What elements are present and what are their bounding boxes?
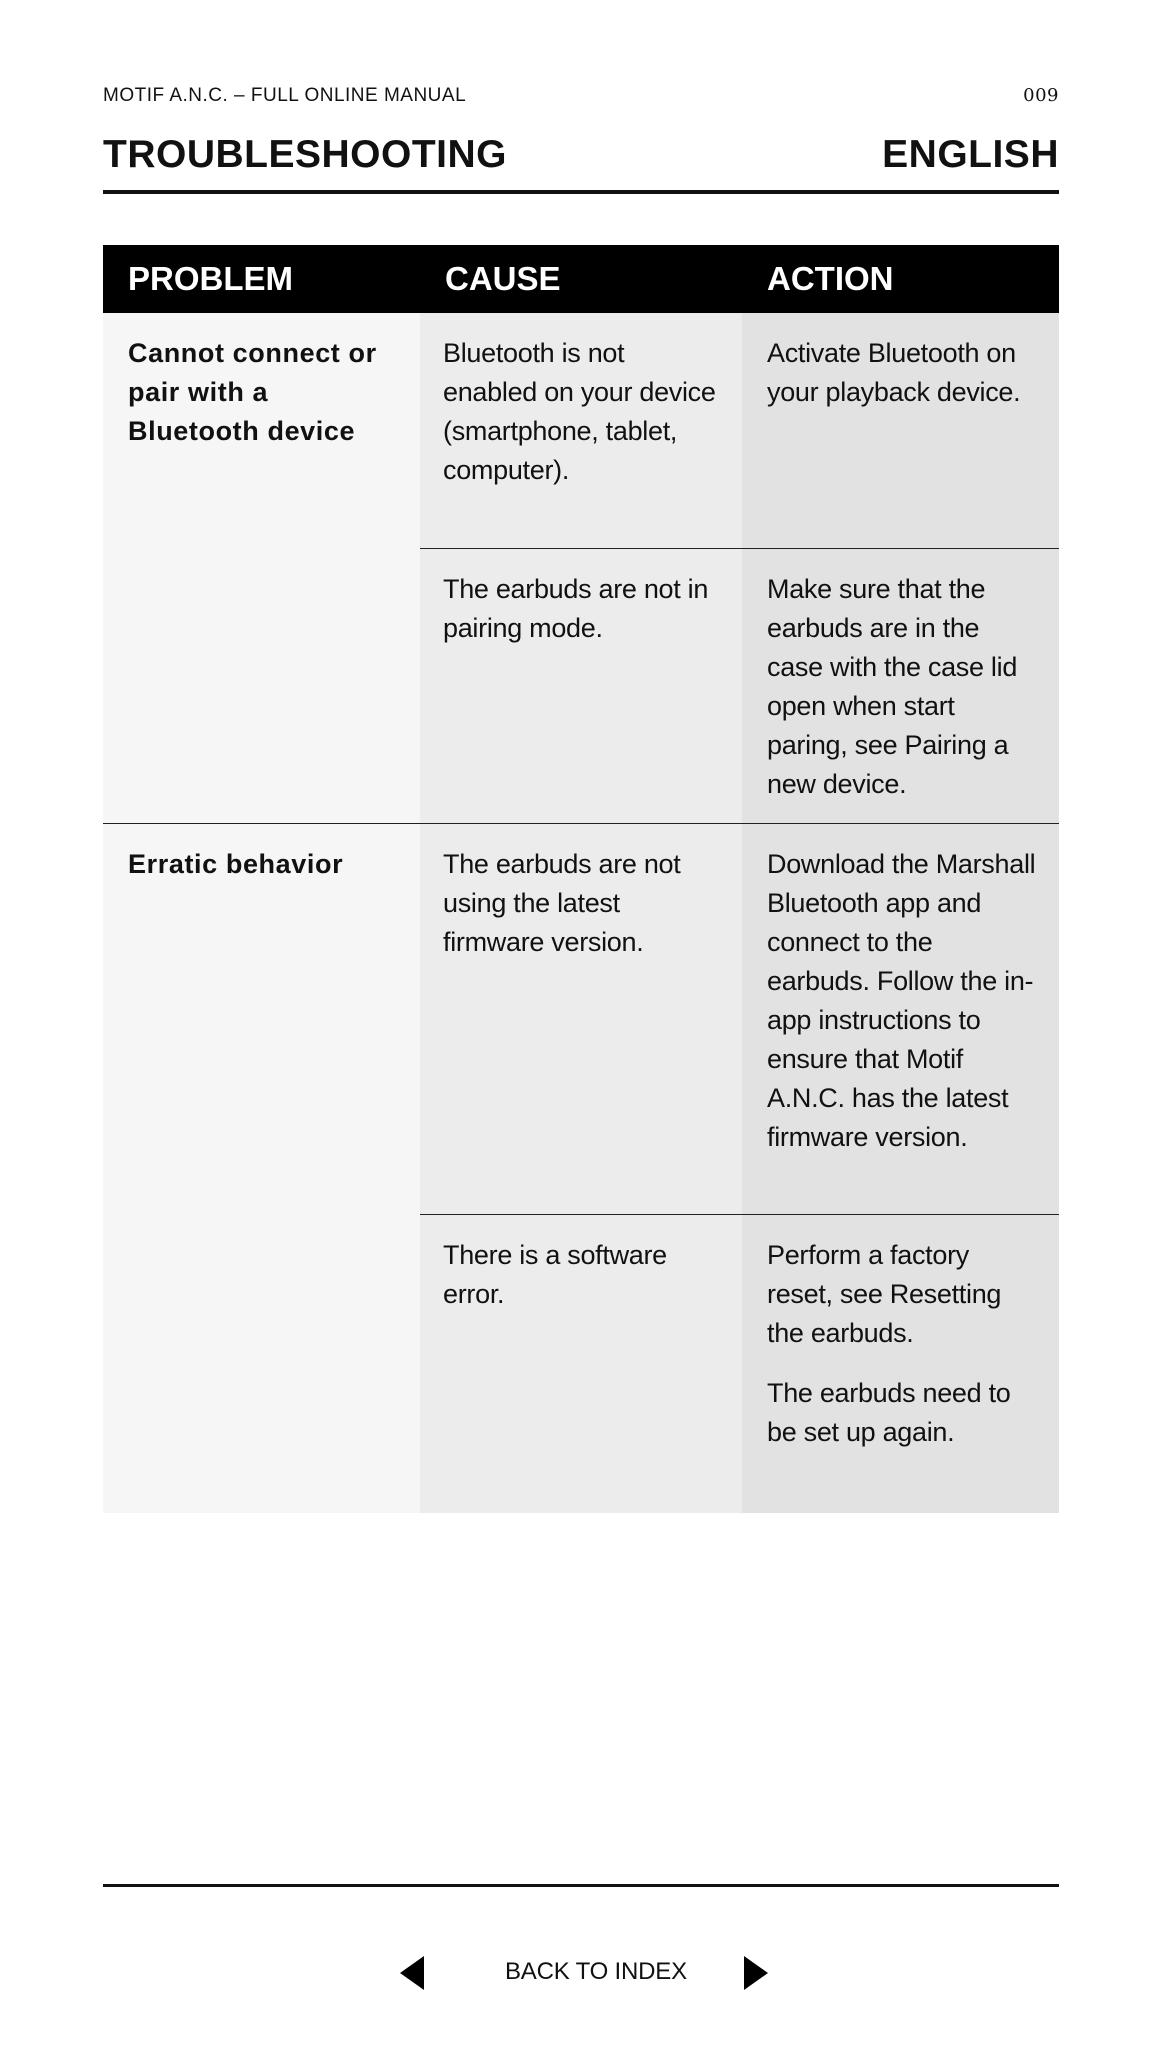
action-cell bbox=[742, 313, 1059, 548]
section-title: TROUBLESHOOTING bbox=[103, 133, 507, 176]
cause-action-row bbox=[420, 548, 1059, 823]
action-text: Download the Marshall Bluetooth app and connect to the earbuds. Follow the in-app instructions to ensure that Motif A.N.C. has the latest firmware version. bbox=[767, 849, 1036, 1152]
page-number: 009 bbox=[1023, 85, 1059, 106]
column-header-problem: PROBLEM bbox=[128, 260, 293, 297]
action-text: Perform a factory reset, see Resetting the earbuds. bbox=[767, 1240, 1002, 1348]
column-header-cause: CAUSE bbox=[445, 260, 561, 297]
footer-navigation bbox=[0, 1950, 1158, 1996]
table-row bbox=[103, 313, 1059, 823]
section-header bbox=[103, 133, 1059, 177]
cause-cell: The earbuds are not using the latest firmware version. bbox=[420, 824, 742, 1214]
table-header bbox=[103, 245, 1059, 313]
footer-divider bbox=[103, 1884, 1059, 1887]
column-header-action: ACTION bbox=[767, 260, 894, 297]
cause-action-row bbox=[420, 824, 1059, 1214]
problem-cell: Cannot connect or pair with a Bluetooth device bbox=[103, 313, 420, 823]
cause-cell: Bluetooth is not enabled on your device (smartphone, tablet, computer). bbox=[420, 313, 742, 548]
action-cell bbox=[742, 1215, 1059, 1513]
back-to-index-link[interactable]: BACK TO INDEX bbox=[505, 1958, 687, 1985]
action-cell bbox=[742, 824, 1059, 1214]
triangle-left-icon[interactable] bbox=[400, 1956, 424, 1990]
language-label: ENGLISH bbox=[882, 133, 1059, 176]
troubleshooting-table bbox=[103, 245, 1059, 1513]
action-text: Make sure that the earbuds are in the case with the case lid open when start paring, see Pairing a new device. bbox=[767, 574, 1018, 799]
manual-title: MOTIF A.N.C. – FULL ONLINE MANUAL bbox=[103, 85, 467, 106]
cause-action-row bbox=[420, 1214, 1059, 1513]
problem-cell: Erratic behavior bbox=[103, 824, 420, 1513]
table-row bbox=[103, 823, 1059, 1513]
action-cell bbox=[742, 549, 1059, 823]
action-text: Activate Bluetooth on your playback device. bbox=[767, 338, 1021, 407]
cause-cell: The earbuds are not in pairing mode. bbox=[420, 549, 742, 823]
cause-cell: There is a software error. bbox=[420, 1215, 742, 1513]
action-text: The earbuds need to be set up again. bbox=[767, 1378, 1011, 1447]
running-header bbox=[103, 85, 1059, 107]
header-divider bbox=[103, 190, 1059, 194]
cause-action-row bbox=[420, 313, 1059, 548]
triangle-right-icon[interactable] bbox=[744, 1956, 768, 1990]
